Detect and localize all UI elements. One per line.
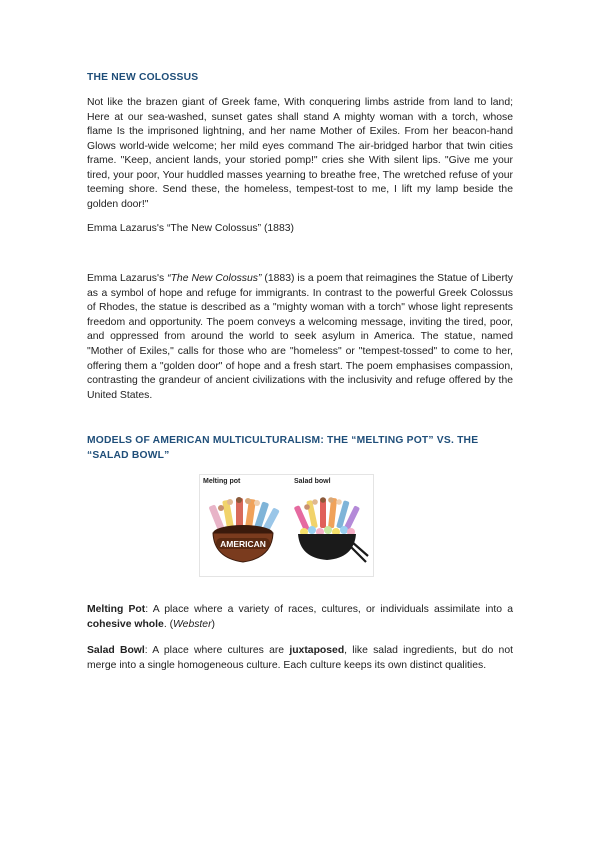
analysis-paragraph — [87, 272, 513, 403]
melting-pot-text-c: ) — [211, 618, 216, 630]
poem-title: THE NEW COLOSSUS — [87, 72, 199, 83]
salad-bowl-text-b: , like salad ingredients, but do not merge into a single homogeneous culture. Each culture keeps its own distinct qualities. — [87, 645, 513, 671]
poem-citation: Emma Lazarus's “The New Colossus” (1883) — [87, 222, 294, 234]
melting-pot-illustration — [202, 488, 288, 574]
salad-bowl-text-a: : A place where cultures are — [144, 645, 290, 657]
models-heading: MODELS OF AMERICAN MULTICULTURALISM: THE “MELTING POT” VS. THE “SALAD BOWL” — [87, 435, 479, 461]
analysis-lead: Emma Lazarus's — [87, 273, 168, 284]
salad-bowl-definition — [87, 644, 513, 673]
analysis-section — [87, 272, 513, 403]
models-section — [87, 434, 513, 464]
melting-pot-text-a: : A place where a variety of races, cultures, or individuals assimilate into a — [145, 604, 513, 615]
melting-pot-label: Melting pot — [203, 478, 241, 485]
webster-source: Webster — [173, 618, 212, 630]
salad-bowl-label: Salad bowl — [294, 478, 331, 485]
melting-pot-term: Melting Pot — [87, 604, 146, 615]
melting-pot-banner: AMERICAN — [220, 539, 266, 549]
melting-pot-text-b: . ( — [163, 618, 174, 630]
cohesive-whole-term: cohesive whole — [87, 618, 164, 630]
salad-bowl-term: Salad Bowl — [87, 645, 145, 657]
poem-text: Not like the brazen giant of Greek fame, With conquering limbs astride from land to land; Here at our sea-washed, sunset gates shall stand A mighty woman with a torch, whose flame Is the imprisoned lightning, and her name Mother of Exiles. From her beacon-hand Glows world-wide welcome; her mild eyes command The air-bridged harbor that twin cities frame. "Keep, ancient lands, your storied pomp!" cries she With silent lips. "Give me your tired, your poor, Your huddled masses yearning to breathe free, The wretched refuse of your teeming shore. Send these, the homeless, tempest-tost to me, I lift my lamp beside the golden door!" — [87, 96, 513, 211]
analysis-work-title: “The New Colossus” — [167, 273, 262, 284]
melting-pot-salad-bowl-figure — [199, 474, 374, 577]
analysis-rest: (1883) is a poem that reimagines the Statue of Liberty as a symbol of hope and refuge for immigrants. In contrast to the powerful Greek Colossus of Rhodes, the statue is described as a "mighty woman with a torch" whose light represents freedom and opportunity. The poem conveys a welcoming message, inviting the tired, poor, and oppressed from around the world to seek asylum in America. The statue, named "Mother of Exiles," calls for those who are "homeless" or "tempest-tossed" to come to her, offering them a "golden door" of hope and a fresh start. The poem emphasises compassion, contrasting the grandeur of ancient civilizations with the inclusivity and refuge offered by the United States. — [87, 273, 513, 401]
poem-section — [87, 71, 513, 236]
juxtaposed-term: juxtaposed — [289, 645, 345, 657]
definitions — [87, 603, 513, 673]
salad-bowl-illustration — [290, 488, 372, 574]
melting-pot-definition — [87, 603, 513, 632]
